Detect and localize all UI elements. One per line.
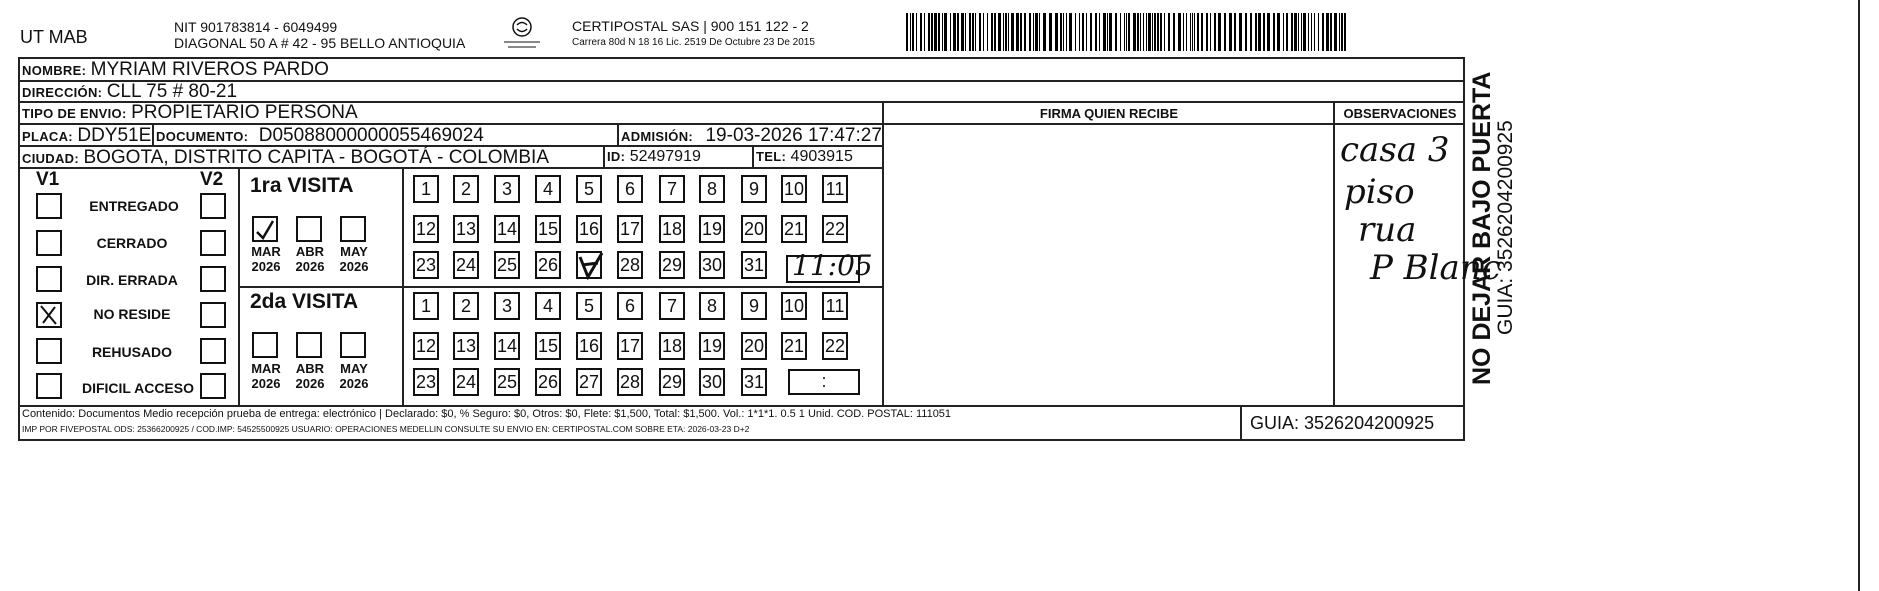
- barcode-bar: [1239, 13, 1242, 51]
- visit-2-month-label: MAY 2026: [339, 361, 369, 391]
- barcode-bar: [1291, 13, 1293, 51]
- ciudad-row: [22, 147, 549, 169]
- visit-divider: [238, 286, 884, 288]
- v1-checkbox-dir-errada[interactable]: [36, 266, 62, 292]
- direccion-row: [22, 81, 237, 103]
- barcode-bar: [1263, 13, 1265, 51]
- barcode-bar: [1109, 13, 1112, 51]
- visit-2-day-13[interactable]: 13: [453, 332, 479, 360]
- barcode-bar: [1120, 13, 1121, 51]
- visit-1-day-25[interactable]: 25: [494, 251, 520, 279]
- visit-2-day-22[interactable]: 22: [822, 332, 848, 360]
- barcode-bar: [957, 13, 959, 51]
- status-label: ENTREGADO: [89, 198, 179, 214]
- barcode-bar: [924, 13, 925, 51]
- id-value: 52497919: [629, 148, 701, 165]
- carrier-address: Carrera 80d N 18 16 Lic. 2519 De Octubre 23 De 2015: [572, 37, 815, 48]
- visit-2-time-box[interactable]: [788, 369, 860, 395]
- tel-row: [756, 148, 853, 166]
- visit-2-day-9[interactable]: 9: [741, 292, 767, 320]
- barcode-bar: [1326, 13, 1329, 51]
- observacion-line: rua: [1358, 210, 1417, 250]
- barcode-bar: [1115, 13, 1117, 51]
- barcode-bar: [1286, 13, 1288, 51]
- status-label: REHUSADO: [91, 344, 173, 360]
- tel-value: 4903915: [790, 148, 853, 165]
- visit-1-day-21[interactable]: 21: [781, 215, 807, 243]
- placa-row: [22, 125, 151, 147]
- barcode-bar: [1043, 13, 1046, 51]
- visit-2-day-21[interactable]: 21: [781, 332, 807, 360]
- divider: [617, 123, 619, 145]
- barcode-bar: [1137, 13, 1139, 51]
- visit-1-day-8[interactable]: 8: [699, 175, 725, 203]
- visit-1-month-mar[interactable]: [252, 216, 278, 242]
- visit-1-day-15[interactable]: 15: [535, 215, 561, 243]
- barcode-bar: [1095, 13, 1097, 51]
- visit-2-day-17[interactable]: 17: [617, 332, 643, 360]
- tipo-label: TIPO DE ENVIO:: [22, 106, 127, 121]
- admision-row: [621, 125, 882, 147]
- barcode-bar: [1107, 13, 1108, 51]
- barcode-bar: [1250, 13, 1252, 51]
- visit-2-day-28[interactable]: 28: [617, 368, 643, 396]
- barcode-bar: [1258, 13, 1261, 51]
- visit-1-day-27[interactable]: [576, 251, 602, 279]
- visit-2-day-7[interactable]: 7: [659, 292, 685, 320]
- barcode-bar: [991, 13, 993, 51]
- barcode-bar: [1186, 13, 1187, 51]
- visit-2-day-30[interactable]: 30: [699, 368, 725, 396]
- barcode-bar: [1183, 13, 1184, 51]
- barcode-bar: [1126, 13, 1127, 51]
- divider: [18, 167, 884, 169]
- observaciones-divider: [1333, 102, 1335, 405]
- visit-1-day-29[interactable]: 29: [659, 251, 685, 279]
- barcode-bar: [969, 13, 971, 51]
- visit-1-day-26[interactable]: 26: [535, 251, 561, 279]
- barcode-bar: [1143, 13, 1144, 51]
- visit-2-day-24[interactable]: 24: [453, 368, 479, 396]
- barcode-bar: [1308, 13, 1309, 51]
- check-mark-icon: [254, 218, 276, 240]
- barcode-bar: [1128, 13, 1130, 51]
- barcode-bar: [953, 13, 956, 51]
- barcode-bar: [1334, 13, 1337, 51]
- tipo-value: PROPIETARIO PERSONA: [131, 102, 358, 123]
- barcode-bar: [983, 13, 984, 51]
- v2-label: V2: [200, 169, 224, 190]
- visit-2-day-19[interactable]: 19: [699, 332, 725, 360]
- status-label: CERRADO: [96, 235, 168, 251]
- documento-label: DOCUMENTO:: [156, 129, 249, 144]
- barcode-bar: [1082, 13, 1084, 51]
- barcode-bar: [942, 13, 943, 51]
- barcode-bar: [1273, 13, 1275, 51]
- barcode-bar: [916, 13, 917, 51]
- barcode-bar: [906, 13, 908, 51]
- barcode-bar: [1035, 13, 1038, 51]
- barcode-bar: [931, 13, 933, 51]
- documento-row: [156, 125, 484, 147]
- barcode-bar: [928, 13, 930, 51]
- barcode-bar: [1011, 13, 1014, 51]
- guia-vertical: GUIA: 3526204200925: [1494, 120, 1517, 335]
- barcode-bar: [987, 13, 988, 51]
- v2-checkbox-entregado[interactable]: [200, 193, 226, 219]
- barcode-bar: [994, 13, 996, 51]
- barcode-bar: [1066, 13, 1067, 51]
- barcode-bar: [934, 13, 937, 51]
- barcode-bar: [1075, 13, 1076, 51]
- observacion-line: casa 3: [1340, 130, 1450, 170]
- status-label: DIFICIL ACCESO: [81, 380, 194, 396]
- visit-1-day-23[interactable]: 23: [413, 251, 439, 279]
- visit-1-month-abr[interactable]: [296, 216, 322, 242]
- barcode-bar: [1330, 13, 1332, 51]
- edge-line: [1858, 0, 1860, 591]
- barcode-bar: [1311, 13, 1312, 51]
- barcode-bar: [1214, 13, 1216, 51]
- documento-value: D05088000000055469024: [258, 125, 484, 146]
- visit-1-day-10[interactable]: 10: [781, 175, 807, 203]
- barcode-bar: [1267, 13, 1270, 51]
- barcode-bar: [910, 13, 911, 51]
- barcode-bar: [1055, 13, 1058, 51]
- visit-2-day-26[interactable]: 26: [535, 368, 561, 396]
- barcode-bar: [1099, 13, 1100, 51]
- direccion-label: DIRECCIÓN:: [22, 85, 103, 100]
- divider: [18, 405, 1465, 407]
- visit-1-day-13[interactable]: 13: [453, 215, 479, 243]
- v1-checkbox-rehusado[interactable]: [36, 338, 62, 364]
- barcode-bar: [1060, 13, 1062, 51]
- barcode-bar: [1298, 13, 1299, 51]
- footer-print-line: IMP POR FIVEPOSTAL ODS: 25366200925 / COD.IMP: 54525500925 USUARIO: OPERACIONES MEDELLIN CONSULTE SU ENVIO EN: CERTIPOSTAL.COM SOBRE ETA: 2026-03-23 D+2: [22, 424, 750, 434]
- ciudad-label: CIUDAD:: [22, 151, 79, 166]
- divider: [752, 145, 754, 167]
- visit-1-day-18[interactable]: 18: [659, 215, 685, 243]
- visit-1-day-24[interactable]: 24: [453, 251, 479, 279]
- barcode-bar: [1008, 13, 1009, 51]
- visit-2-title: 2da VISITA: [250, 290, 359, 313]
- barcode-bar: [975, 13, 976, 51]
- barcode-bar: [1344, 13, 1346, 51]
- visit-2-day-10[interactable]: 10: [781, 292, 807, 320]
- admision-value: 19-03-2026 17:47:27: [705, 125, 882, 146]
- barcode-bar: [1024, 13, 1026, 51]
- barcode-bar: [1206, 13, 1208, 51]
- barcode-bar: [1339, 13, 1340, 51]
- barcode-bar: [1218, 13, 1221, 51]
- visit-2-day-8[interactable]: 8: [699, 292, 725, 320]
- barcode: [906, 13, 1348, 51]
- visit-1-day-1[interactable]: 1: [413, 175, 439, 203]
- barcode-bar: [1020, 13, 1022, 51]
- visit-1-month-label: MAY 2026: [339, 244, 369, 274]
- v2-checkbox-rehusado[interactable]: [200, 338, 226, 364]
- visit-1-title: 1ra VISITA: [250, 174, 354, 197]
- placa-value: DDY51E: [77, 125, 152, 146]
- barcode-bar: [1086, 13, 1087, 51]
- v2-checkbox-no-reside[interactable]: [200, 302, 226, 328]
- visit-1-time-box[interactable]: [786, 249, 873, 283]
- visit-1-day-7[interactable]: 7: [659, 175, 685, 203]
- divider: [152, 123, 154, 145]
- visit-2-month-label: ABR 2026: [295, 361, 325, 391]
- barcode-bar: [1301, 13, 1302, 51]
- barcode-bar: [1303, 13, 1306, 51]
- visit-1-day-28[interactable]: 28: [617, 251, 643, 279]
- visit-2-day-27[interactable]: 27: [576, 368, 602, 396]
- barcode-bar: [1173, 13, 1175, 51]
- v1-checkbox-cerrado[interactable]: [36, 230, 62, 256]
- visit-1-day-20[interactable]: 20: [741, 215, 767, 243]
- visit-2-day-1[interactable]: 1: [413, 292, 439, 320]
- check-mark-icon: [38, 304, 60, 326]
- barcode-bar: [1294, 13, 1297, 51]
- barcode-bar: [1190, 13, 1191, 51]
- certipostal-logo: [500, 16, 544, 52]
- barcode-bar: [1003, 13, 1004, 51]
- barcode-bar: [1079, 13, 1080, 51]
- visit-2-month-may[interactable]: [340, 332, 366, 358]
- nombre-row: [22, 59, 329, 81]
- visit-2-day-11[interactable]: 11: [822, 292, 848, 320]
- visit-1-day-4[interactable]: 4: [535, 175, 561, 203]
- check-mark-icon: [576, 251, 606, 281]
- visit-1-day-19[interactable]: 19: [699, 215, 725, 243]
- barcode-bar: [1210, 13, 1211, 51]
- barcode-bar: [1049, 13, 1052, 51]
- barcode-bar: [1033, 13, 1034, 51]
- visit-1-month-may[interactable]: [340, 216, 366, 242]
- footer-content-line: Contenido: Documentos Medio recepción prueba de entrega: electrónico | Declarado: $0, % Seguro: $0, Otros: $0, Flete: $1,500, Total: $1,500. Vol.: 1*1*1. 0.5 1 Unid. COD. POSTAL: 111051: [22, 408, 952, 420]
- barcode-bar: [938, 13, 940, 51]
- barcode-bar: [1146, 13, 1147, 51]
- placa-label: PLACA:: [22, 129, 73, 144]
- visit-2-day-29[interactable]: 29: [659, 368, 685, 396]
- barcode-bar: [1005, 13, 1007, 51]
- barcode-bar: [1283, 13, 1284, 51]
- barcode-bar: [1069, 13, 1072, 51]
- visit-2-time: :: [821, 371, 827, 391]
- visit-2-month-mar[interactable]: [252, 332, 278, 358]
- warning-vertical: NO DEJAR BAJO PUERTA: [1468, 71, 1496, 385]
- visit-2-day-31[interactable]: 31: [741, 368, 767, 396]
- barcode-bar: [1164, 13, 1165, 51]
- barcode-bar: [1039, 13, 1040, 51]
- barcode-bar: [972, 13, 974, 51]
- visit-1-day-11[interactable]: 11: [822, 175, 848, 203]
- divider: [603, 145, 605, 167]
- visit-2-day-6[interactable]: 6: [617, 292, 643, 320]
- barcode-bar: [920, 13, 922, 51]
- v1-label: V1: [36, 169, 60, 190]
- barcode-bar: [1322, 13, 1324, 51]
- barcode-bar: [1016, 13, 1019, 51]
- nit: NIT 901783814 - 6049499: [174, 19, 338, 35]
- barcode-bar: [1197, 13, 1199, 51]
- v2-checkbox-dir-errada[interactable]: [200, 266, 226, 292]
- barcode-bar: [1133, 13, 1136, 51]
- barcode-bar: [1063, 13, 1064, 51]
- visit-1-month-label: ABR 2026: [295, 244, 325, 274]
- barcode-bar: [1157, 13, 1159, 51]
- visit-2-month-abr[interactable]: [296, 332, 322, 358]
- visit-2-day-4[interactable]: 4: [535, 292, 561, 320]
- visit-1-day-2[interactable]: 2: [453, 175, 479, 203]
- visit-1-day-17[interactable]: 17: [617, 215, 643, 243]
- nombre-label: NOMBRE:: [22, 63, 87, 78]
- observaciones-header: OBSERVACIONES: [1343, 106, 1457, 121]
- ciudad-value: BOGOTA, DISTRITO CAPITA - BOGOTÁ - COLOMBIA: [83, 147, 549, 168]
- visit-1-day-16[interactable]: 16: [576, 215, 602, 243]
- barcode-bar: [1277, 13, 1280, 51]
- visit-2-day-16[interactable]: 16: [576, 332, 602, 360]
- barcode-bar: [1255, 13, 1257, 51]
- barcode-bar: [944, 13, 947, 51]
- barcode-bar: [1152, 13, 1153, 51]
- tel-label: TEL:: [756, 149, 787, 164]
- barcode-bar: [1178, 13, 1181, 51]
- status-label: DIR. ERRADA: [86, 272, 178, 288]
- barcode-bar: [1314, 13, 1315, 51]
- visit-2-day-18[interactable]: 18: [659, 332, 685, 360]
- barcode-bar: [1229, 13, 1232, 51]
- barcode-bar: [1148, 13, 1151, 51]
- visit-1-day-9[interactable]: 9: [741, 175, 767, 203]
- barcode-bar: [1168, 13, 1170, 51]
- id-row: [607, 148, 701, 166]
- carrier-name: CERTIPOSTAL SAS | 900 151 122 - 2: [572, 18, 809, 34]
- company-name: UT MAB: [20, 27, 88, 47]
- barcode-bar: [1154, 13, 1156, 51]
- barcode-bar: [1194, 13, 1195, 51]
- visit-2-day-25[interactable]: 25: [494, 368, 520, 396]
- barcode-bar: [950, 13, 951, 51]
- divider: [1240, 405, 1242, 441]
- visit-2-day-14[interactable]: 14: [494, 332, 520, 360]
- barcode-bar: [1192, 13, 1193, 51]
- visit-2-month-label: MAR 2026: [251, 361, 281, 391]
- visit-1-month-label: MAR 2026: [251, 244, 281, 274]
- id-label: ID:: [607, 149, 626, 164]
- barcode-bar: [1201, 13, 1203, 51]
- barcode-bar: [1341, 13, 1343, 51]
- visit-1-time: 11:05: [792, 249, 873, 282]
- barcode-bar: [1090, 13, 1092, 51]
- visit-2-day-20[interactable]: 20: [741, 332, 767, 360]
- visit-2-day-12[interactable]: 12: [413, 332, 439, 360]
- firma-header: FIRMA QUIEN RECIBE: [1039, 106, 1179, 121]
- direccion-value: CLL 75 # 80-21: [106, 81, 238, 102]
- barcode-bar: [1224, 13, 1226, 51]
- observacion-line: P Blanc: [1370, 248, 1501, 288]
- firma-divider: [882, 102, 884, 405]
- barcode-bar: [1124, 13, 1125, 51]
- visit-1-day-30[interactable]: 30: [699, 251, 725, 279]
- barcode-bar: [1140, 13, 1141, 51]
- visit-2-day-2[interactable]: 2: [453, 292, 479, 320]
- barcode-bar: [912, 13, 914, 51]
- visit-1-day-14[interactable]: 14: [494, 215, 520, 243]
- v2-checkbox-dificil-acceso[interactable]: [200, 373, 226, 399]
- status-label: NO RESIDE: [93, 306, 171, 322]
- sender-address: DIAGONAL 50 A # 42 - 95 BELLO ANTIOQUIA: [174, 35, 466, 51]
- barcode-bar: [1160, 13, 1162, 51]
- barcode-bar: [1234, 13, 1236, 51]
- visit-2-day-3[interactable]: 3: [494, 292, 520, 320]
- visit-1-day-5[interactable]: 5: [576, 175, 602, 203]
- barcode-bar: [961, 13, 964, 51]
- barcode-bar: [1103, 13, 1106, 51]
- visit-2-day-5[interactable]: 5: [576, 292, 602, 320]
- visit-1-day-22[interactable]: 22: [822, 215, 848, 243]
- admision-label: ADMISIÓN:: [621, 129, 694, 144]
- visit-2-day-15[interactable]: 15: [535, 332, 561, 360]
- barcode-bar: [1245, 13, 1247, 51]
- barcode-bar: [965, 13, 966, 51]
- visit-1-day-6[interactable]: 6: [617, 175, 643, 203]
- v2-checkbox-cerrado[interactable]: [200, 230, 226, 256]
- visit-1-day-31[interactable]: 31: [741, 251, 767, 279]
- nombre-value: MYRIAM RIVEROS PARDO: [90, 59, 329, 80]
- visit-2-day-23[interactable]: 23: [413, 368, 439, 396]
- tipo-row: [22, 102, 358, 124]
- observacion-line: piso: [1344, 172, 1415, 212]
- barcode-bar: [1029, 13, 1031, 51]
- visit-1-day-3[interactable]: 3: [494, 175, 520, 203]
- v1-checkbox-entregado[interactable]: [36, 193, 62, 219]
- visit-1-day-12[interactable]: 12: [413, 215, 439, 243]
- v1-checkbox-dificil-acceso[interactable]: [36, 373, 62, 399]
- v1-checkbox-no-reside[interactable]: [36, 302, 62, 328]
- barcode-bar: [979, 13, 981, 51]
- barcode-bar: [1318, 13, 1319, 51]
- footer-guia: GUIA: 3526204200925: [1250, 413, 1435, 433]
- barcode-bar: [998, 13, 1001, 51]
